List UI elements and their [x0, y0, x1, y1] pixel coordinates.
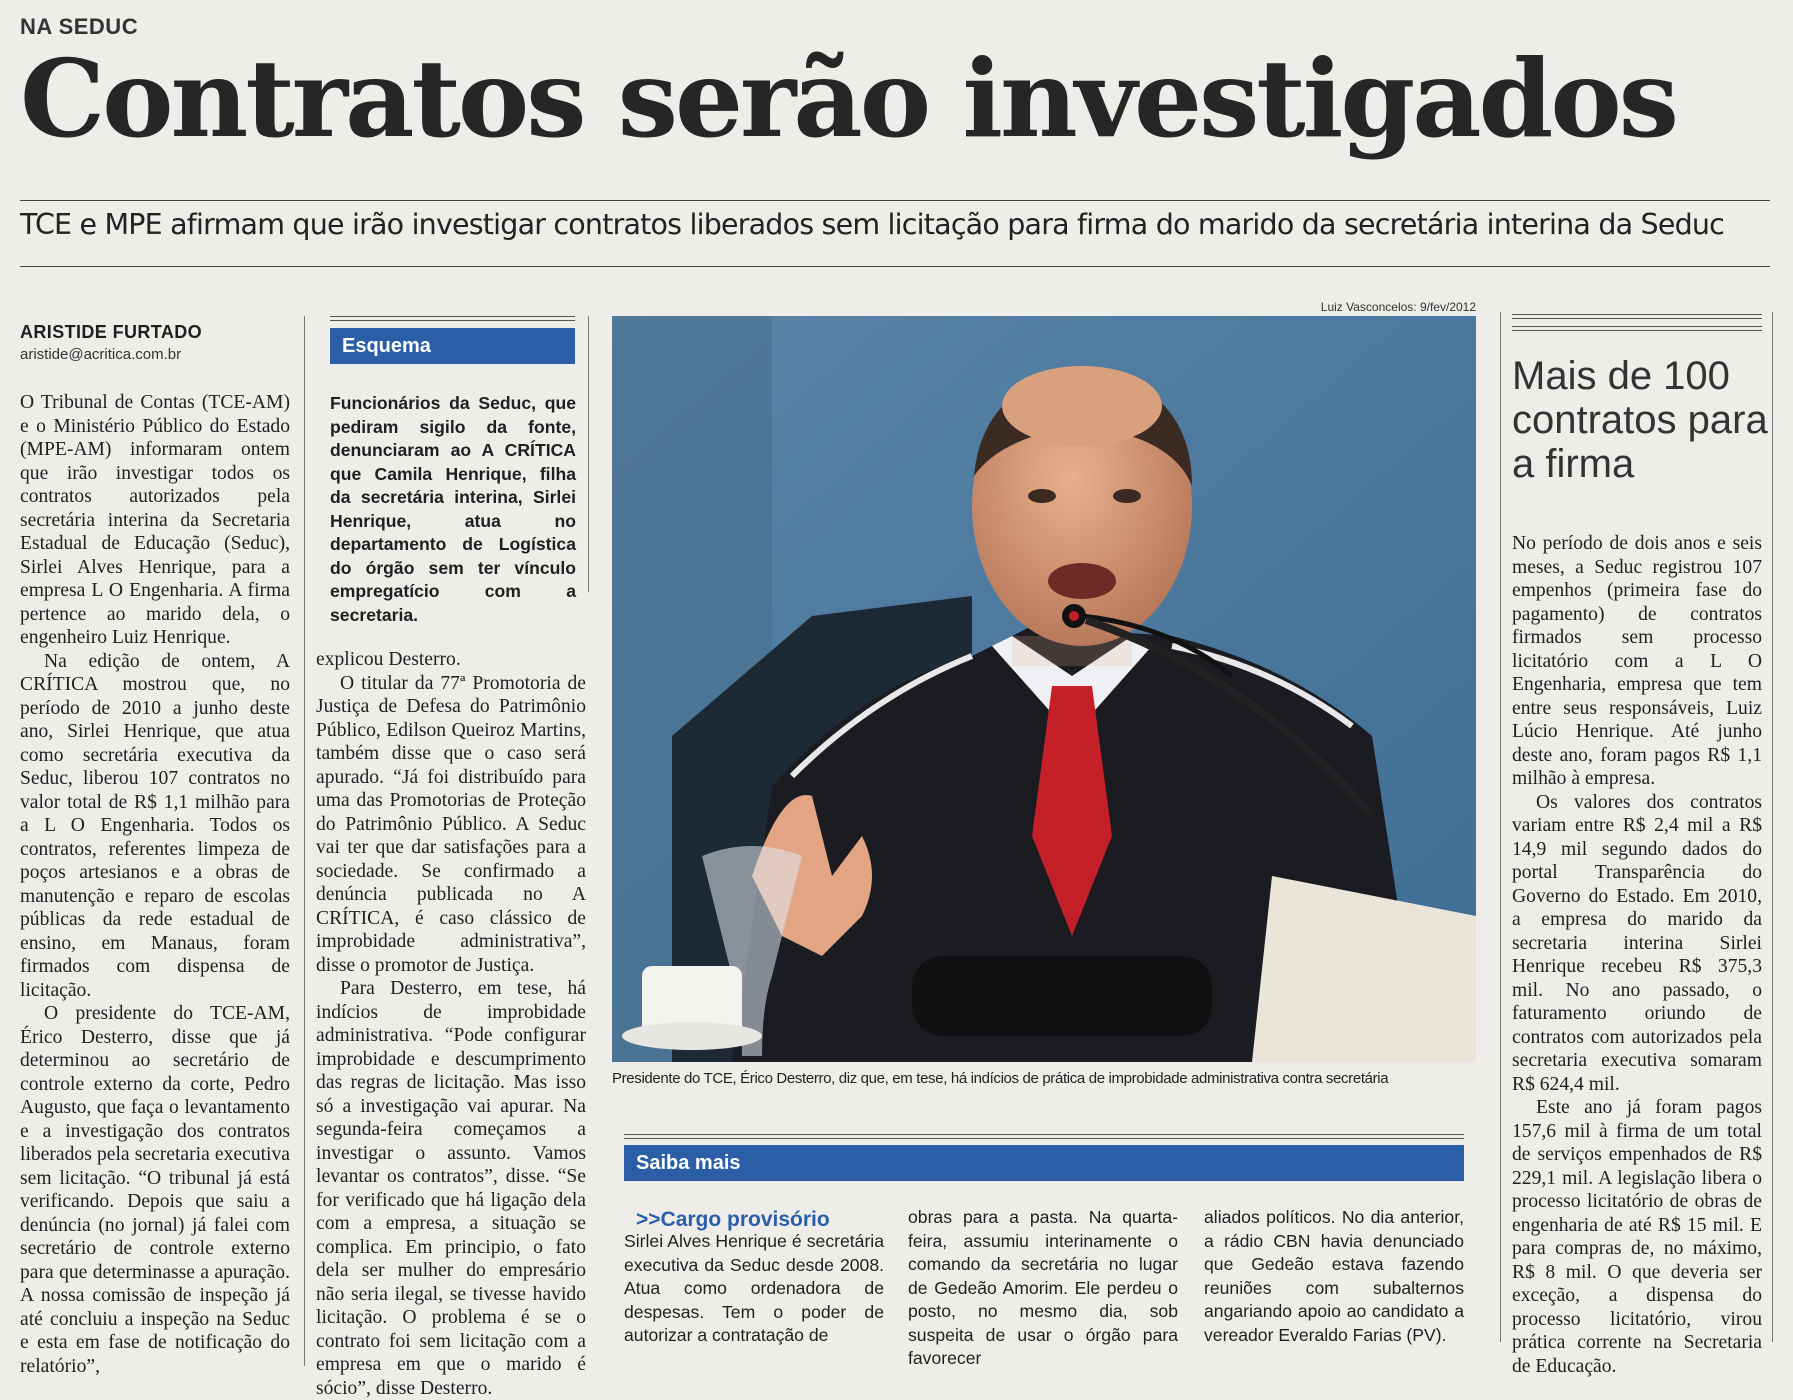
sidebar-border-right — [1772, 312, 1773, 1342]
esquema-title: Esquema — [330, 328, 575, 364]
section-label: NA SEDUC — [20, 14, 139, 39]
sidebar-title: Mais de 100 contratos para a firma — [1512, 354, 1768, 486]
saiba-mais-column-2 — [908, 1206, 1178, 1371]
portrait-illustration — [612, 316, 1476, 1062]
saiba-mais-column-3 — [1204, 1206, 1464, 1347]
rule-top — [20, 200, 1770, 201]
esquema-rule — [330, 316, 575, 321]
byline-email: aristide@acritica.com.br — [20, 346, 182, 363]
saiba-mais-column-1 — [624, 1230, 884, 1348]
byline-name: ARISTIDE FURTADO — [20, 322, 203, 342]
sidebar-rule — [1512, 326, 1762, 331]
saiba-paragraph: obras para a pasta. Na quarta-feira, assumiu interinamente o comando da secretária no lugar de Gedeão Amorim. Ele perdeu o posto, no mesmo dia, sob suspeita de usar o órgão para favorecer — [908, 1207, 1178, 1368]
sidebar-border-left — [1500, 312, 1501, 1342]
photo-credit: Luiz Vasconcelos: 9/fev/2012 — [1320, 300, 1476, 314]
photo-caption: Presidente do TCE, Érico Desterro, diz que, em tese, há indícios de prática de improbidade administrativa contra secretária — [612, 1070, 1389, 1087]
sidebar-paragraph: Os valores dos contratos variam entre R$ 2,4 mil a R$ 14,9 mil segundo dados do portal Transparência do Governo do Estado. Em 2010, a empresa do marido da secretaria interina Sirlei Henrique recebeu R$ 375,3 mil. No ano passado, o faturamento oriundo de contratos com autorizados pela secretaria executiva somaram R$ 624,4 mil. — [1512, 791, 1762, 1095]
article-paragraph: O titular da 77ª Promotoria de Justiça de Defesa do Patrimônio Público, Edilson Queiroz Martins, também disse que o caso será apurado. “Já foi distribuído para uma das Promotorias de Proteção do Patrimônio Público. A Seduc vai ter que dar satisfações para a sociedade. Se confirmado a denúncia publicada no A CRÍTICA, é caso clássico de improbidade administrativa”, disse o promotor de Justiça. — [316, 672, 586, 976]
saiba-paragraph: aliados políticos. No dia anterior, a rádio CBN havia denunciado que Gedeão estava fazendo reuniões com subalternos angariando apoio ao candidato a vereador Everaldo Farias (PV). — [1204, 1207, 1464, 1345]
saiba-mais-subtitle: >>Cargo provisório — [636, 1208, 830, 1231]
esquema-text: Funcionários da Seduc, que pediram sigilo da fonte, denunciaram ao A CRÍTICA que Camila Henrique, filha da secretária interina, Sirlei Henrique, atua no departamento de Logística do órgão sem ter vínculo empregatício com a secretaria. — [330, 393, 576, 625]
rule-bottom — [20, 266, 1770, 267]
article-paragraph: O presidente do TCE-AM, Érico Desterro, disse que já determinou ao secretário de controle externo da corte, Pedro Augusto, que faça o levantamento e a investigação dos contratos liberados pela secretaria executiva sem licitação. “O tribunal já está verificando. Depois que saiu a denúncia (no jornal) já falei com secretário de controle externo para que determinasse a apuração. A nossa comissão de inspeção já até concluiu a inspeção na Seduc e esta em fase de notificação do relatório”, — [20, 1003, 290, 1377]
article-column-1 — [20, 391, 290, 1378]
article-paragraph: Para Desterro, em tese, há indícios de improbidade administrativa. “Pode configurar improbidade e descumprimento das regras de licitação. Mas isso só a investigação vai apurar. Na segunda-feira começamos a investigar o assunto. Vamos levantar os contratos”, disse. “Se for verificado que há ligação dela com a empresa, a situação se complica. Em principio, o fato dela ser mulher do empresário não seria ilegal, se tivesse havido licitação. O problema é se o contrato foi sem licitação com a empresa em que o marido é sócio”, disse Desterro. — [316, 978, 586, 1399]
sidebar-text — [1512, 532, 1762, 1378]
news-photo — [612, 316, 1476, 1062]
article-column-2 — [316, 648, 586, 1400]
subheadline: TCE e MPE afirmam que irão investigar contratos liberados sem licitação para firma do marido da secretária interina da Seduc — [20, 208, 1724, 241]
esquema-divider — [588, 316, 589, 592]
sidebar-rule — [1512, 314, 1762, 319]
headline: Contratos serão investigados — [20, 37, 1676, 162]
saiba-paragraph: Sirlei Alves Henrique é secretária executiva da Seduc desde 2008. Atua como ordenadora de despesas. Tem o poder de autorizar a contratação de — [624, 1231, 884, 1345]
article-paragraph: Na edição de ontem, A CRÍTICA mostrou que, no período de 2010 a junho deste ano, Sirlei Henrique, que atua como secretária executiva da Seduc, liberou 107 contratos no valor total de R$ 1,1 milhão para a L O Engenharia. Todos os contratos, referentes limpeza de poços artesianos e a obras de manutenção e reparo de escolas públicas da rede estadual de ensino, em Manaus, foram firmados com dispensa de licitação. — [20, 650, 290, 1001]
article-paragraph: explicou Desterro. — [316, 649, 461, 670]
saiba-rule — [624, 1134, 1464, 1139]
sidebar-paragraph: Este ano já foram pagos 157,6 mil à firma de um total de serviços empenhados de R$ 229,1 mil. A legislação libera o processo licitatório de obras de engenharia de até R$ 15 mil. E para compras de, no máximo, R$ 8 mil. O que deveria ser exceção, a dispensa do processo licitatório, virou prática corrente na Secretaria de Educação. — [1512, 1097, 1762, 1377]
sidebar-paragraph: No período de dois anos e seis meses, a Seduc registrou 107 empenhos (primeira fase do pagamento) de contratos firmados sem processo licitatório com a L O Engenharia, empresa que tem entre seus responsáveis, Luiz Lúcio Henrique. Até junho deste ano, foram pagos R$ 1,1 milhão à empresa. — [1512, 533, 1762, 789]
column-divider — [304, 316, 305, 1366]
saiba-mais-title: Saiba mais — [624, 1145, 1464, 1181]
article-paragraph: O Tribunal de Contas (TCE-AM) e o Ministério Público do Estado (MPE-AM) informaram ontem que irão investigar todos os contratos autorizados pela secretária interina da Secretaria Estadual de Educação (Seduc), Sirlei Alves Henrique, para a empresa L O Engenharia. A firma pertence ao marido dela, o engenheiro Luiz Henrique. — [20, 392, 290, 648]
